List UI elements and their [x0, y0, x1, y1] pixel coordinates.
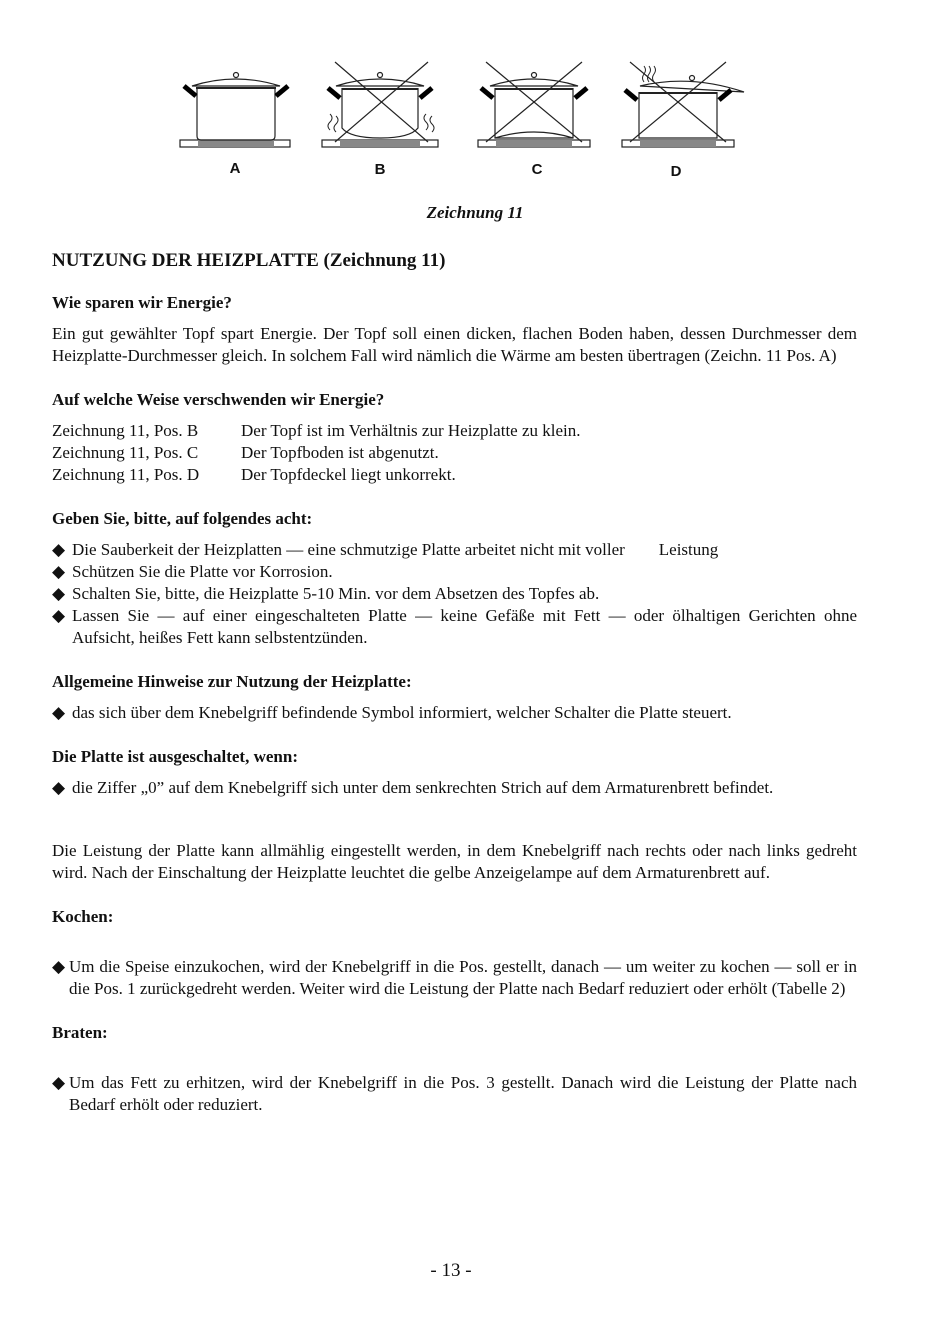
waste-row [52, 420, 857, 442]
bullet-text: Um das Fett zu erhitzen, wird der Knebelgriff in die Pos. 3 gestellt. Danach wird die Leistung der Platte nach Bedarf erhölt oder reduziert. [69, 1073, 857, 1114]
section3-heading: Geben Sie, bitte, auf folgendes acht: [52, 509, 313, 528]
document-body [52, 248, 857, 1116]
list-item [52, 561, 857, 583]
bullet-text: Schützen Sie die Platte vor Korrosion. [72, 562, 333, 581]
pot-a-illustration [180, 73, 290, 148]
diamond-bullet-icon: ◆ [52, 606, 66, 625]
bullet-text: Die Sauberkeit der Heizplatten — eine schmutzige Platte arbeitet nicht mit voller Leistung [72, 540, 719, 559]
waste-row [52, 464, 857, 486]
section2-heading: Auf welche Weise verschwenden wir Energie? [52, 390, 385, 409]
section4-heading: Allgemeine Hinweise zur Nutzung der Heizplatte: [52, 672, 412, 691]
section1-heading: Wie sparen wir Energie? [52, 293, 232, 312]
waste-row [52, 442, 857, 464]
diamond-bullet-icon: ◆ [52, 584, 66, 603]
list-item [52, 605, 857, 649]
label-a: A [229, 160, 241, 177]
waste-ref: Zeichnung 11, Pos. C [52, 443, 199, 462]
waste-desc: Der Topfdeckel liegt unkorrekt. [241, 465, 456, 484]
bullet-text: Um die Speise einzukochen, wird der Knebelgriff in die Pos. gestellt, danach — um weiter zu kochen — soll er in die Pos. 1 zurückgedreht werden. Weiter wird die Leistung der Platte nach Bedarf reduziert oder erhölt (Tabelle 2) [69, 957, 857, 998]
waste-ref: Zeichnung 11, Pos. B [52, 421, 199, 440]
list-item [52, 583, 857, 605]
diamond-bullet-icon: ◆ [52, 540, 66, 559]
pot-b-illustration [322, 62, 438, 147]
diamond-bullet-icon: ◆ [52, 703, 66, 722]
page-number: - 13 - [430, 1260, 472, 1281]
section7-heading: Braten: [52, 1023, 108, 1042]
list-item [52, 777, 857, 799]
section1-text: Ein gut gewählter Topf spart Energie. Der Topf soll einen dicken, flachen Boden haben, dessen Durchmesser dem Heizplatte-Durchmesser gleich. In solchem Fall wird nämlich die Wärme am besten übertragen (Zeichn. 11 Pos. A) [52, 324, 857, 365]
waste-desc: Der Topf ist im Verhältnis zur Heizplatte zu klein. [241, 421, 581, 440]
bullet-text: das sich über dem Knebelgriff befindende Symbol informiert, welcher Schalter die Platte steuert. [72, 703, 732, 722]
pots-figure [170, 60, 750, 190]
label-b: B [374, 161, 386, 178]
waste-ref: Zeichnung 11, Pos. D [52, 465, 200, 484]
list-item [52, 539, 857, 561]
list-item [52, 956, 857, 1000]
label-d: D [670, 163, 682, 180]
section5-text: Die Leistung der Platte kann allmählig eingestellt werden, in dem Knebelgriff nach rechts oder nach links gedreht wird. Nach der Einschaltung der Heizplatte leuchtet die gelbe Anzeigelampe auf dem Armaturenbrett auf. [52, 841, 857, 882]
diamond-bullet-icon: ◆ [52, 562, 66, 581]
diamond-bullet-icon: ◆ [52, 957, 66, 976]
list-item [52, 702, 857, 724]
section5-heading: Die Platte ist ausgeschaltet, wenn: [52, 747, 298, 766]
pot-d-illustration [622, 62, 744, 147]
list-item [52, 1072, 857, 1116]
label-c: C [531, 161, 543, 178]
diamond-bullet-icon: ◆ [52, 778, 66, 797]
bullet-text: Schalten Sie, bitte, die Heizplatte 5-10 Min. vor dem Absetzen des Topfes ab. [72, 584, 600, 603]
page-title: NUTZUNG DER HEIZPLATTE (Zeichnung 11) [52, 250, 446, 271]
bullet-text: Lassen Sie — auf einer eingeschalteten Platte — keine Gefäße mit Fett — oder ölhaltigen Gerichten ohne Aufsicht, heißes Fett kann selbstentzünden. [72, 606, 857, 647]
diamond-bullet-icon: ◆ [52, 1073, 66, 1092]
section6-heading: Kochen: [52, 907, 114, 926]
bullet-text: die Ziffer „0” auf dem Knebelgriff sich unter dem senkrechten Strich auf dem Armaturenbrett befindet. [72, 778, 774, 797]
pot-c-illustration [478, 62, 590, 147]
figure-caption: Zeichnung 11 [426, 203, 524, 222]
waste-desc: Der Topfboden ist abgenutzt. [241, 443, 439, 462]
